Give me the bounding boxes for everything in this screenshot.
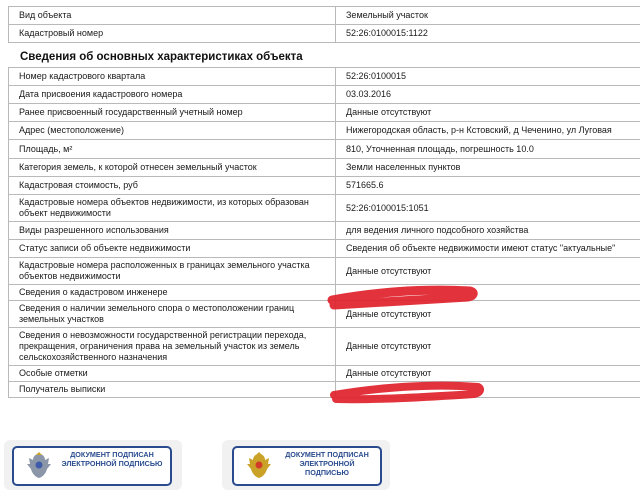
row-label: Ранее присвоенный государственный учетный номер bbox=[9, 104, 336, 122]
row-label: Номер кадастрового квартала bbox=[9, 68, 336, 86]
row-value: 571665.6 bbox=[336, 177, 640, 195]
row-label: Адрес (местоположение) bbox=[9, 122, 336, 140]
row-value: Земли населенных пунктов bbox=[336, 159, 640, 177]
row-label: Кадастровые номера расположенных в границах земельного участка объектов недвижимости bbox=[9, 258, 336, 285]
row-value bbox=[336, 382, 640, 398]
row-label: Сведения о кадастровом инженере bbox=[9, 285, 336, 301]
row-label: Сведения о наличии земельного спора о местоположении границ земельных участков bbox=[9, 301, 336, 328]
row-label: Виды разрешенного использования bbox=[9, 222, 336, 240]
row-value bbox=[336, 285, 640, 301]
table-row bbox=[9, 222, 640, 240]
object-summary-table bbox=[8, 6, 640, 43]
row-value: Данные отсутствуют bbox=[336, 258, 640, 285]
characteristics-table bbox=[8, 67, 640, 398]
table-row bbox=[9, 258, 640, 285]
table-row bbox=[9, 285, 640, 301]
table-row bbox=[9, 328, 640, 366]
table-row bbox=[9, 240, 640, 258]
row-value: для ведения личного подсобного хозяйства bbox=[336, 222, 640, 240]
row-label: Особые отметки bbox=[9, 366, 336, 382]
row-value: 52:26:0100015:1051 bbox=[336, 195, 640, 222]
row-value: 03.03.2016 bbox=[336, 86, 640, 104]
table-row bbox=[9, 122, 640, 140]
table-row bbox=[9, 301, 640, 328]
table-row bbox=[9, 104, 640, 122]
row-value: Нижегородская область, р-н Кстовский, д Чеченино, ул Луговая bbox=[336, 122, 640, 140]
coat-of-arms-icon bbox=[24, 451, 54, 481]
row-label: Дата присвоения кадастрового номера bbox=[9, 86, 336, 104]
row-label: Площадь, м² bbox=[9, 140, 336, 159]
row-label: Сведения о невозможности государственной регистрации перехода, прекращения, ограничения права на земельный участок из земель сельскохозяйственного назначения bbox=[9, 328, 336, 366]
row-label: Кадастровый номер bbox=[9, 25, 336, 43]
table-row bbox=[9, 140, 640, 159]
row-value: Земельный участок bbox=[336, 7, 640, 25]
row-value: 52:26:0100015:1122 bbox=[336, 25, 640, 43]
table-row bbox=[9, 195, 640, 222]
row-value: 810, Уточненная площадь, погрешность 10.0 bbox=[336, 140, 640, 159]
table-row bbox=[9, 7, 640, 25]
table-row bbox=[9, 159, 640, 177]
row-label: Получатель выписки bbox=[9, 382, 336, 398]
row-value: Данные отсутствуют bbox=[336, 328, 640, 366]
row-value: 52:26:0100015 bbox=[336, 68, 640, 86]
coat-of-arms-icon bbox=[244, 451, 274, 481]
row-value: Сведения об объекте недвижимости имеют статус "актуальные" bbox=[336, 240, 640, 258]
row-label: Категория земель, к которой отнесен земельный участок bbox=[9, 159, 336, 177]
row-value: Данные отсутствуют bbox=[336, 301, 640, 328]
table-row bbox=[9, 382, 640, 398]
row-label: Кадастровая стоимость, руб bbox=[9, 177, 336, 195]
row-value: Данные отсутствуют bbox=[336, 366, 640, 382]
section-title: Сведения об основных характеристиках объекта bbox=[8, 43, 628, 67]
extract-document bbox=[8, 6, 628, 398]
stamp-text: ДОКУМЕНТ ПОДПИСАН ЭЛЕКТРОННОЙ ПОДПИСЬЮ bbox=[280, 451, 374, 477]
table-row bbox=[9, 25, 640, 43]
table-row bbox=[9, 177, 640, 195]
row-label: Статус записи об объекте недвижимости bbox=[9, 240, 336, 258]
row-value: Данные отсутствуют bbox=[336, 104, 640, 122]
table-row bbox=[9, 366, 640, 382]
row-label: Вид объекта bbox=[9, 7, 336, 25]
stamp-text: ДОКУМЕНТ ПОДПИСАН ЭЛЕКТРОННОЙ ПОДПИСЬЮ bbox=[60, 451, 164, 469]
table-row bbox=[9, 86, 640, 104]
row-label: Кадастровые номера объектов недвижимости, из которых образован объект недвижимости bbox=[9, 195, 336, 222]
signature-stamp bbox=[12, 446, 172, 486]
signature-stamp bbox=[232, 446, 382, 486]
table-row bbox=[9, 68, 640, 86]
